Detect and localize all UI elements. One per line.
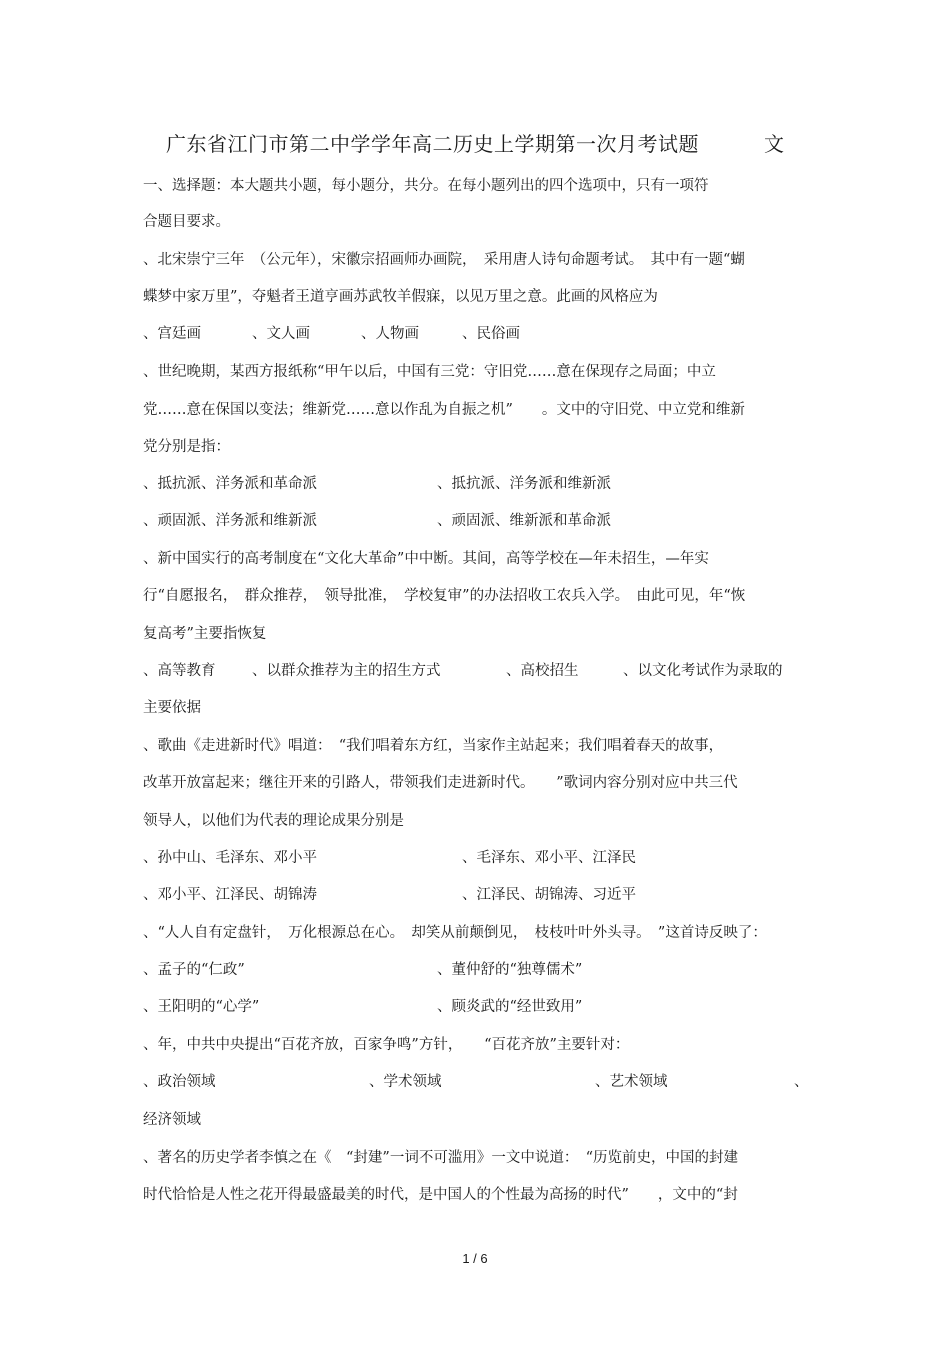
q1-option-c: 、人物画 [361, 326, 419, 342]
q1-option-a: 、宫廷画 [143, 326, 201, 342]
q5-option-b: 、董仲舒的“独尊儒术” [437, 962, 583, 978]
q3-stem-2: 行“自愿报名， 群众推荐， 领导批准， 学校复审”的办法招收工农兵入学。 由此可见，年“恢 [143, 588, 746, 604]
page-number: 1 / 6 [462, 1251, 488, 1266]
q3-option-d: 、以文化考试作为录取的 [623, 663, 783, 679]
q5-stem-1: 、“人人自有定盘针， 万化根源总在心。 却笑从前颠倒见， 枝枝叶叶外头寻。 ”这首诗反映了： [143, 925, 767, 941]
q1-option-b: 、文人画 [252, 326, 310, 342]
q3-option-b: 、以群众推荐为主的招生方式 [252, 663, 441, 679]
q2-option-b: 、抵抗派、洋务派和维新派 [437, 476, 611, 492]
q6-option-a: 、政治领域 [143, 1074, 216, 1090]
intro-line-2: 合题目要求。 [143, 214, 230, 230]
intro-line-1: 一、选择题：本大题共小题，每小题分，共分。在每小题列出的四个选项中，只有一项符 [143, 178, 709, 194]
q7-stem-2: 时代恰恰是人性之花开得最盛最美的时代，是中国人的个性最为高扬的时代” ，文中的“封 [143, 1187, 738, 1203]
q4-option-b: 、毛泽东、邓小平、江泽民 [462, 850, 636, 866]
q2-option-a: 、抵抗派、洋务派和革命派 [143, 476, 317, 492]
q6-stem-1: 、年，中共中央提出“百花齐放，百家争鸣”方针， “百花齐放”主要针对： [143, 1037, 630, 1053]
q1-stem-2: 蝶梦中家万里”，夺魁者王道亨画苏武牧羊假寐，以见万里之意。此画的风格应为 [143, 289, 658, 305]
q2-stem-1: 、世纪晚期，某西方报纸称“甲午以后，中国有三党：守旧党……意在保现存之局面；中立 [143, 364, 716, 380]
q4-option-a: 、孙中山、毛泽东、邓小平 [143, 850, 317, 866]
q6-option-b: 、学术领域 [369, 1074, 442, 1090]
q4-stem-3: 领导人，以他们为代表的理论成果分别是 [143, 813, 404, 829]
q3-option-d-cont: 主要依据 [143, 700, 201, 716]
q2-stem-3: 党分别是指： [143, 439, 230, 455]
q4-stem-1: 、歌曲《走进新时代》唱道： “我们唱着东方红，当家作主站起来；我们唱着春天的故事， [143, 738, 724, 754]
q7-stem-1: 、著名的历史学者李慎之在《 “封建”一词不可滥用》一文中说道： “历览前史，中国的封建 [143, 1150, 738, 1166]
q3-stem-3: 复高考”主要指恢复 [143, 626, 267, 642]
q6-option-d: 、 [794, 1074, 809, 1090]
title-suffix: 文 [764, 132, 785, 156]
q2-stem-2: 党……意在保国以变法；维新党……意以作乱为自振之机” 。文中的守旧党、中立党和维新 [143, 402, 745, 418]
q6-option-c: 、艺术领域 [595, 1074, 668, 1090]
q2-option-d: 、顽固派、维新派和革命派 [437, 513, 611, 529]
q4-option-c: 、邓小平、江泽民、胡锦涛 [143, 887, 317, 903]
document-title [0, 128, 950, 158]
q3-stem-1: 、新中国实行的高考制度在“文化大革命”中中断。其间，高等学校在—年未招生，—年实 [143, 551, 709, 567]
q1-option-d: 、民俗画 [462, 326, 520, 342]
q5-option-d: 、顾炎武的“经世致用” [437, 999, 583, 1015]
q4-option-d: 、江泽民、胡锦涛、习近平 [462, 887, 636, 903]
q4-stem-2: 改革开放富起来；继往开来的引路人，带领我们走进新时代。 ”歌词内容分别对应中共三代 [143, 775, 738, 791]
q3-option-a: 、高等教育 [143, 663, 216, 679]
q3-option-c: 、高校招生 [506, 663, 579, 679]
q2-option-c: 、顽固派、洋务派和维新派 [143, 513, 317, 529]
q6-option-d-cont: 经济领域 [143, 1112, 201, 1128]
q1-stem-1: 、北宋崇宁三年 （公元年），宋徽宗招画师办画院， 采用唐人诗句命题考试。 其中有一题“蝴 [143, 252, 745, 268]
q5-option-a: 、孟子的“仁政” [143, 962, 245, 978]
q5-option-c: 、王阳明的“心学” [143, 999, 260, 1015]
title-main: 广东省江门市第二中学学年高二历史上学期第一次月考试题 [166, 132, 699, 156]
